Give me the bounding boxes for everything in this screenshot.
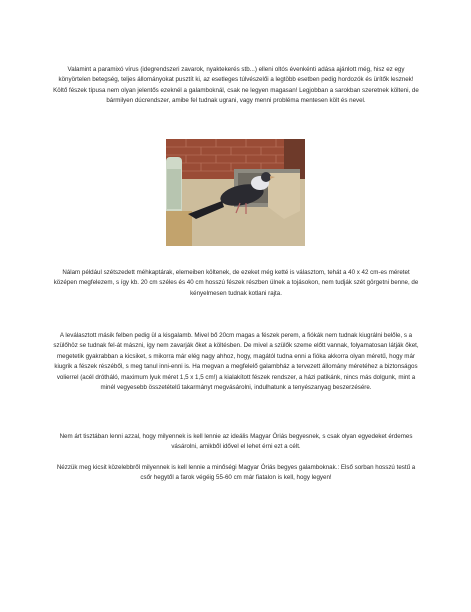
paragraph-ideal-breed: Nem árt tisztában lenni azzal, hogy milyennek is kell lennie az ideális Magyar Óriás begyesnek, s csak olyan egyedeket érdemes vásárolni, amikből idővel el lehet érni ezt a célt. <box>59 433 413 451</box>
paragraph-vaccination: Valamint a paramixó vírus (idegrendszeri zavarok, nyaktekerés stb...) elleni oltós évenkénti adása ajánlott még, hisz ez egy könyörtelen betegség, teljes állományokat pusztít ki, az esetleges túlvészelői a legtöbb esetben pedig hordozók és ürítők lesznek! Költő fészek típusa nem olyan jelentős ezeknél a galamboknál, csak ne legyen magasan! Legjobban a sarokban szeretnek költeni, de bármilyen dúcrendszer, amibe fel tudnak ugrani, vagy menni probléma mentesen költ és nevel. <box>53 66 419 105</box>
pigeon-photo <box>166 139 305 246</box>
paragraph-separated-half: A leválasztott másik felben pedig ül a kisgalamb. Mivel bő 20cm magas a fészek perem, a fiókák nem tudnak kiugrálni belőle, s a szülőhöz se tudnak fel-át mászni, így nem zavarják őket a költésben. De mivel a szülők szeme előtt vannak, folyamatosan látják őket, megetetik gyakrabban a kicsiket, s mikorra már elég nagy ahhoz, hogy, magától tudna enni a fióka akkorra olyan méretű, hogy már kiugrik a fészek részéből, s meg tanul inni-enni is. Ha megvan a megfelelő galambház a tervezett állomány méretéhez a biztonságos volierrel (acél drótháló, maximum lyuk méret 1,5 x 1,5 cm!) a kialakított fészek rendszer, a házi patikánk, nincs más dolgunk, mint a minél vegyesebb összetételű takarmányt megvásárolni, indulhatunk a tenyészanyag beszerzésére. <box>53 332 419 392</box>
wooden-box <box>166 211 192 246</box>
paragraph-beehive-nests: Nálam például szétszedett méhkaptárak, elemeiben költenek, de ezeket még ketté is választom, tehát a 40 x 42 cm-es méretet középen megfelezem, s így kb. 20 cm széles és 40 cm hosszú fészek részben ülnek a tojásokon, nem tudják szét görgetni benne, de kényelmesen tudnak kotlani rajta. <box>53 269 419 297</box>
pigeon-photo-illustration <box>166 139 305 246</box>
paragraph-breed-standard: Nézzük meg kicsit közelebbről milyennek is kell lennie a minőségi Magyar Óriás begyes galamboknak.: Első sorban hosszú testű a csőr hegytől a farok végéig 55-60 cm már fiatalon is kell, hogy legyen! <box>56 464 416 482</box>
